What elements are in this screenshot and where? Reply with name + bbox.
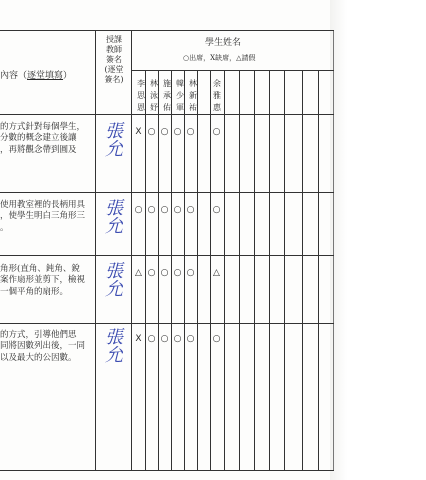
grid-line	[269, 70, 270, 470]
attendance-mark: ○	[186, 127, 195, 137]
teacher-signature: 張允	[105, 261, 123, 300]
grid-line	[0, 30, 334, 31]
attendance-legend: ○出席，X缺席，△請假	[183, 54, 256, 62]
teacher-signature: 張允	[105, 198, 123, 237]
attendance-mark: ○	[212, 127, 221, 137]
attendance-mark: ○	[147, 268, 156, 278]
lesson-content: 的方式針對每個學生， 分數的概念建立後讓 ，再將觀念帶到圓及	[0, 122, 86, 155]
grid-line	[318, 70, 319, 470]
attendance-mark: ○	[147, 205, 156, 215]
attendance-mark: ○	[134, 205, 143, 215]
lesson-content: 的方式，引導他們思 同將因數列出後，一同 以及最大的公因數。	[0, 330, 86, 363]
grid-line	[131, 30, 132, 470]
attendance-mark: ○	[173, 205, 182, 215]
teacher-header-line: 教師	[106, 45, 122, 54]
student-name: 施 承 佑	[163, 79, 171, 112]
teacher-signature: 張允	[105, 327, 123, 366]
grid-line	[197, 70, 198, 470]
attendance-mark: ○	[212, 334, 221, 344]
attendance-table	[0, 30, 334, 470]
students-title: 學生姓名	[205, 38, 242, 48]
attendance-mark: ○	[147, 127, 156, 137]
attendance-mark: △	[135, 268, 142, 278]
attendance-mark: ○	[160, 127, 169, 137]
grid-line	[284, 70, 285, 470]
student-name: 韓 少 軍	[176, 79, 184, 112]
student-name: 林 泳 妤	[150, 79, 158, 112]
grid-line	[131, 70, 334, 71]
grid-line	[95, 30, 96, 470]
content-label-close: ）	[63, 71, 73, 81]
grid-line	[333, 30, 334, 470]
attendance-mark: ○	[160, 205, 169, 215]
lesson-content: 使用教室裡的長柄用具 ，使學生明白三角形三 。	[0, 200, 86, 233]
attendance-mark: ○	[147, 334, 156, 344]
grid-line	[0, 255, 334, 256]
student-name: 李 思 恩	[137, 79, 145, 112]
grid-line	[239, 70, 240, 470]
attendance-mark: ○	[173, 334, 182, 344]
attendance-mark: X	[135, 334, 142, 344]
grid-line	[0, 114, 334, 115]
grid-line	[0, 192, 334, 193]
page-edge-shadow	[330, 0, 426, 480]
grid-line	[0, 470, 334, 471]
student-name: 林 新 祐	[189, 79, 197, 112]
content-label: 內容（	[0, 71, 28, 81]
attendance-mark: ○	[186, 205, 195, 215]
attendance-mark: ○	[173, 268, 182, 278]
lesson-content: 角形(直角、鈍角、銳 案作扇形並剪下，檢視 一個平角的扇形。	[0, 264, 86, 297]
teacher-header-line: 簽名	[106, 55, 122, 64]
grid-line	[0, 323, 334, 324]
grid-line	[254, 70, 255, 470]
teacher-signature: 張允	[105, 121, 123, 160]
teacher-header-line: (逐堂	[104, 65, 124, 74]
teacher-signature-header	[102, 35, 126, 85]
attendance-mark: ○	[212, 205, 221, 215]
student-name: 余 雅 惠	[213, 79, 221, 112]
attendance-mark: ○	[186, 268, 195, 278]
teacher-header-line: 簽名)	[104, 75, 124, 84]
attendance-mark: ○	[173, 127, 182, 137]
grid-line	[224, 70, 225, 470]
content-note: 逐堂填寫	[27, 71, 64, 81]
attendance-mark: △	[213, 268, 220, 278]
attendance-mark: ○	[160, 268, 169, 278]
attendance-mark: ○	[160, 334, 169, 344]
content-header	[0, 70, 72, 82]
teacher-header-line: 授課	[106, 35, 122, 44]
grid-line	[302, 70, 303, 470]
attendance-mark: X	[135, 127, 142, 137]
attendance-mark: ○	[186, 334, 195, 344]
